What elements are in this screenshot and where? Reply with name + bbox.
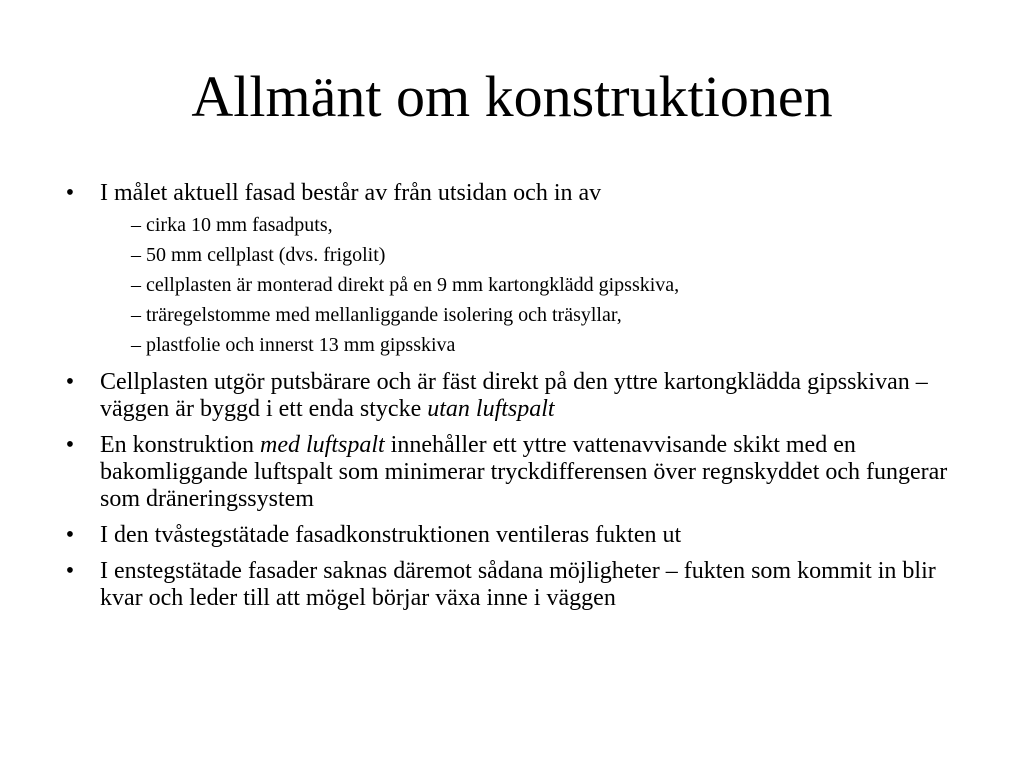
sub-item [100,270,980,300]
slide-title: Allmänt om konstruktionen [191,64,833,129]
bullet-text-italic: med luftspalt [260,432,385,458]
bullet-text-italic: utan luftspalt [427,396,555,422]
bullet-item-tvastegstatade [60,522,980,549]
bullet-text-post: innehåller ett yttre vattenavvisande skikt med en bakomliggande luftspalt som minimerar tryckdifferensen över regnskyddet och fungerar som dräneringssystem [100,432,948,512]
bullet-marker: • [65,369,75,395]
dash-marker: – [131,304,141,326]
bullet-item-cellplast [60,369,980,423]
sub-item [100,210,980,240]
dash-marker: – [131,274,141,296]
dash-marker: – [131,214,141,236]
dash-marker: – [131,244,141,266]
sub-item-text: cellplasten är monterad direkt på en 9 mm kartongklädd gipsskiva, [146,274,680,296]
sub-item-text: plastfolie och innerst 13 mm gipsskiva [146,334,456,356]
slide-body [60,180,980,621]
sub-item-text: 50 mm cellplast (dvs. frigolit) [146,244,386,266]
bullet-item-layers [60,180,980,360]
sub-list [100,210,980,360]
bullet-text: I den tvåstegstätade fasadkonstruktionen ventileras fukten ut [100,522,682,548]
bullet-text-pre: En konstruktion [100,432,260,458]
bullet-marker: • [65,432,75,458]
bullet-text: I målet aktuell fasad består av från utsidan och in av [100,180,602,206]
bullet-text: Cellplasten utgör putsbärare och är fäst direkt på den yttre kartongklädda gipsskivan – väggen är byggd i ett enda stycke [100,369,928,422]
sub-item-text: träregelstomme med mellanliggande isolering och träsyllar, [146,304,622,326]
bullet-marker: • [65,558,75,584]
sub-item [100,300,980,330]
sub-item-text: cirka 10 mm fasadputs, [146,214,333,236]
dash-marker: – [131,334,141,356]
bullet-item-luftspalt [60,432,980,513]
bullet-marker: • [65,522,75,548]
sub-item [100,240,980,270]
sub-item [100,330,980,360]
bullet-item-enstegstatade [60,558,980,612]
bullet-marker: • [65,180,75,206]
bullet-text: I enstegstätade fasader saknas däremot sådana möjligheter – fukten som kommit in blir kvar och leder till att mögel börjar växa inne i väggen [100,558,936,611]
